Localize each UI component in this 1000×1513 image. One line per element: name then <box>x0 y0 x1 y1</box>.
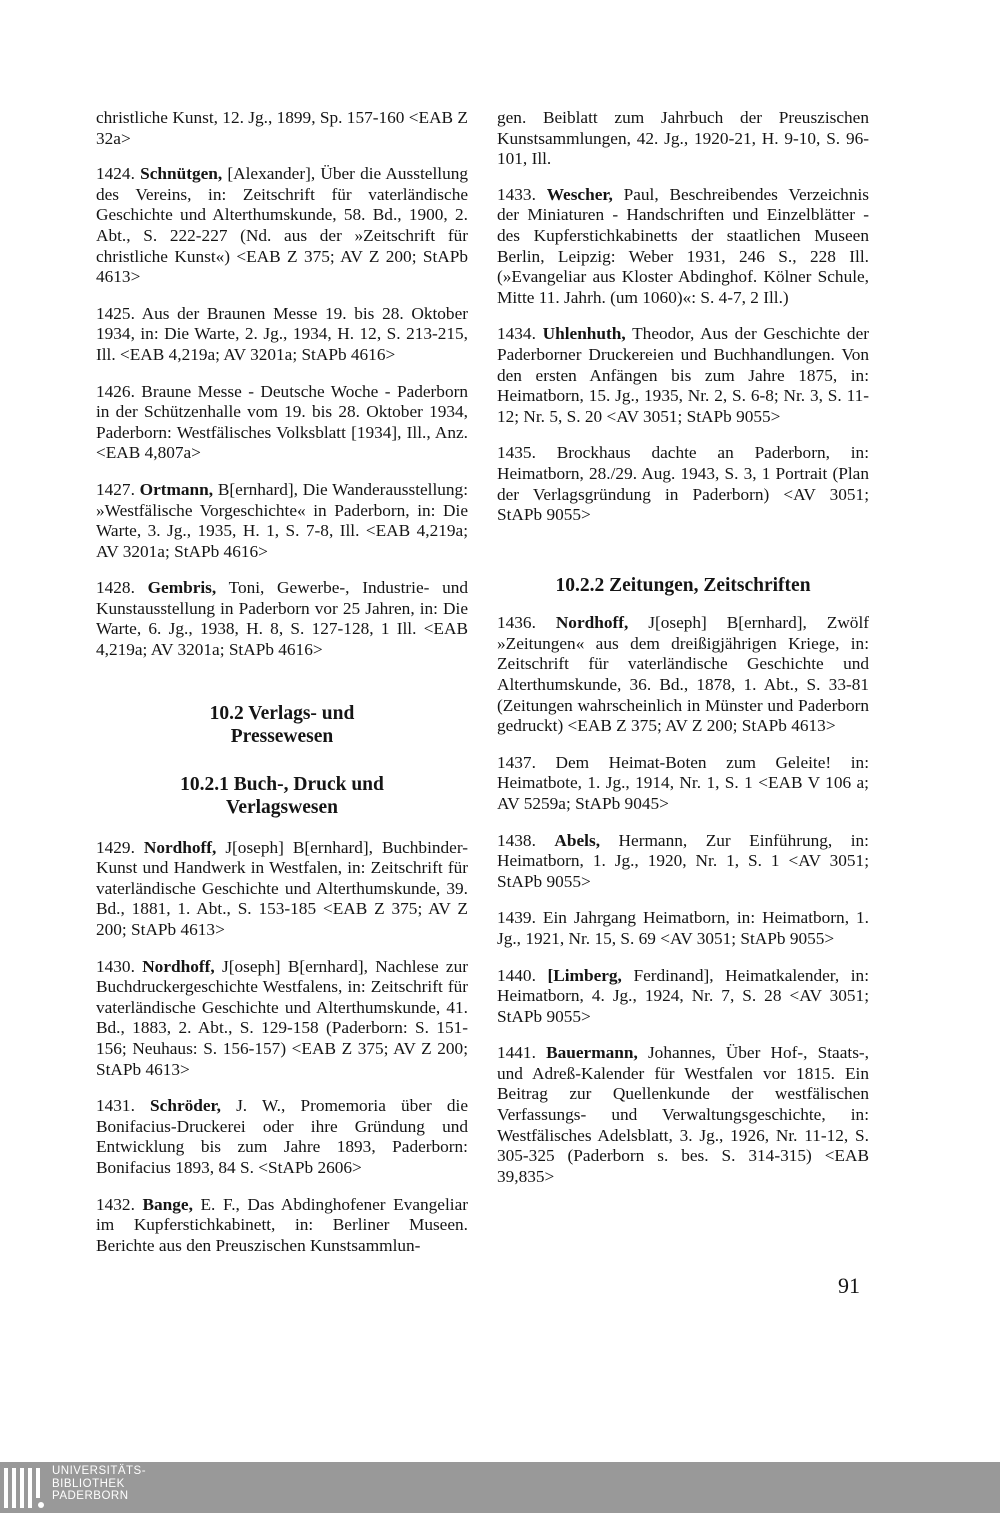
entry-author: Nordhoff, <box>143 837 217 857</box>
entry-number: 1429. <box>96 837 135 857</box>
entry-text: Hermann, Zur Einführung, in: Heimatborn, 1. Jg., 1920, Nr. 1, S. 1 <AV 3051; StAPb 9055> <box>497 830 869 891</box>
library-name <box>52 1465 146 1503</box>
entry-author: Gembris, <box>147 578 217 598</box>
entry-author: Nordhoff, <box>555 613 629 633</box>
entry-number: 1432. <box>96 1194 135 1214</box>
entry-continuation: christliche Kunst, 12. Jg., 1899, Sp. 157-160 <EAB Z 32a> <box>96 108 468 148</box>
entry-1439: 1439. Ein Jahrgang Heimatborn, in: Heimatborn, 1. Jg., 1921, Nr. 15, S. 69 <AV 3051; StAPb 9055> <box>497 908 869 948</box>
section-heading-10-2-2: 10.2.2 Zeitungen, Zeitschriften <box>555 574 811 596</box>
page-number: 91 <box>838 1273 860 1298</box>
entry-text: J[oseph] B[ernhard], Zwölf »Zeitungen« aus dem dreißigjährigen Kriege, in: Zeitschrift für vaterländische Geschichte und Alterthumskunde, 36. Bd., 1878, 1. Abt., S. 33-81 (Zeitungen wahrscheinlich in Münster und Paderborn gedruckt) <EAB Z 375; AV Z 200; StAPb 4613> <box>497 613 870 736</box>
entry-text: Toni, Gewerbe-, Industrie- und Kunstausstellung in Paderborn vor 25 Jahren, in: Die Warte, 6. Jg., 1938, H. 8, S. 127-128, 1 Ill. <EAB 4,219a; AV 3201a; StAPb 4616> <box>96 578 468 660</box>
entry-number: 1427. <box>96 479 135 499</box>
library-name-line: UNIVERSITÄTS- <box>52 1465 147 1477</box>
entry-author: Ortmann, <box>139 479 214 499</box>
entry-author: Bange, <box>142 1194 193 1214</box>
entry-author: Schröder, <box>150 1096 221 1116</box>
entry-1433 <box>497 185 869 309</box>
entry-1435: 1435. Brockhaus dachte an Paderborn, in: Heimatborn, 28./29. Aug. 1943, S. 3, 1 Portrait (Plan der Verlagsgründung in Paderborn) <AV 3051; StAPb 9055> <box>497 443 869 525</box>
entry-1424 <box>96 164 468 288</box>
entry-1434 <box>497 324 869 427</box>
section-heading-10-2-1 <box>96 773 468 820</box>
entry-1441 <box>497 1043 869 1187</box>
entry-text: J[oseph] B[ernhard], Nachlese zur Buchdruckergeschichte Westfalens, in: Zeitschrift für vaterländische Geschichte und Alterthumskunde, 41. Bd., 1883, 2. Abt., S. 129-158 (Paderborn: S. 151-156; Neuhaus: S. 156-157) <EAB Z 375; AV Z 200; StAPb 4613> <box>96 956 468 1079</box>
entry-bracket: [ <box>535 965 554 985</box>
entry-author: Bauermann, <box>546 1043 638 1063</box>
library-name-line: PADERBORN <box>52 1490 129 1502</box>
entry-text: J. W., Promemoria über die Bonifacius-Druckerei oder ihre Gründung und Entwicklung bis zum Jahre 1893, Paderborn: Bonifacius 1893, 84 S. <StAPb 2606> <box>96 1096 468 1177</box>
library-logo-icon <box>4 1468 44 1510</box>
entry-1426: 1426. Braune Messe - Deutsche Woche - Paderborn in der Schützenhalle vom 19. bis 28. Oktober 1934, Paderborn: Westfälisches Volksblatt [1934], Ill., Anz. <EAB 4,807a> <box>96 381 468 463</box>
entry-1436 <box>497 613 869 737</box>
entry-1431 <box>96 1096 468 1178</box>
entry-text: [Alexander], Über die Ausstellung des Vereins, in: Zeitschrift für vaterländische Geschichte und Alterthumskunde, 58. Bd., 1900, 2. Abt., S. 222-227 (Nd. aus der »Zeitschrift für christliche Kunst«) <EAB Z 375; AV Z 200; StAPb 4613> <box>96 164 468 287</box>
right-column <box>497 108 869 1203</box>
entry-number: 1434. <box>497 324 536 344</box>
library-footer-bar <box>0 1462 1000 1513</box>
entry-text: B[ernhard], Die Wanderausstellung: »Westfälische Vorgeschichte« in Paderborn, in: Die Warte, 3. Jg., 1935, H. 1, S. 7-8, Ill. <EAB 4,219a; AV 3201a; StAPb 4616> <box>96 479 468 561</box>
entry-number: 1431. <box>96 1096 135 1116</box>
section-heading-10-2 <box>96 702 468 749</box>
entry-1430 <box>96 957 468 1081</box>
entry-author: Wescher, <box>546 184 613 204</box>
entry-text: E. F., Das Abdinghofener Evangeliar im Kupferstichkabinett, in: Berliner Museen. Berichte aus den Preuszischen Kunstsammlun- <box>96 1194 468 1255</box>
entry-author: Uhlenhuth, <box>542 324 626 344</box>
entry-author: Schnütgen, <box>140 164 223 184</box>
heading-line: Verlagswesen <box>226 797 338 819</box>
heading-line: Pressewesen <box>230 726 334 748</box>
entry-number: 1430. <box>96 956 135 976</box>
entry-1437: 1437. Dem Heimat-Boten zum Geleite! in: Heimatbote, 1. Jg., 1914, Nr. 1, S. 1 <EAB V 106 a; AV 5259a; StAPb 9045> <box>497 752 869 813</box>
entry-number: 1428. <box>96 578 135 598</box>
entry-text: Johannes, Über Hof-, Staats-, und Adreß-Kalender für Westfalen vor 1815. Ein Beitrag zur Quellenkunde der westfälischen Verfassungs- und Verwaltungsgeschichte, in: Westfälisches Adelsblatt, 3. Jg., 1926, Nr. 11-12, S. 305-325 (Paderborn s. bes. S. 314-315) <EAB 39,835> <box>497 1043 869 1186</box>
entry-text: Theodor, Aus der Geschichte der Paderborner Druckereien und Buchhandlungen. Von den ersten Anfängen bis zum Jahre 1875, in: Heimatborn, 15. Jg., 1935, Nr. 2, S. 6-8; Nr. 3, S. 11-12; Nr. 5, S. 20 <AV 3051; StAPb 9055> <box>497 324 869 426</box>
entry-1425: 1425. Aus der Braunen Messe 19. bis 28. Oktober 1934, in: Die Warte, 2. Jg., 1934, H. 12, S. 213-215, Ill. <EAB 4,219a; AV 3201a; StAPb 4616> <box>96 303 468 364</box>
entry-continuation: gen. Beiblatt zum Jahrbuch der Preuszischen Kunstsammlungen, 42. Jg., 1920-21, H. 9-10, S. 96-101, Ill. <box>497 108 869 169</box>
entry-text: Ferdinand], Heimatkalender, in: Heimatborn, 4. Jg., 1924, Nr. 7, S. 28 <AV 3051; StAPb 9055> <box>497 965 869 1026</box>
entry-number: 1441. <box>497 1043 536 1063</box>
heading-line: 10.2 Verlags- und <box>209 702 355 724</box>
entry-1440 <box>497 966 869 1028</box>
entry-author: Limberg, <box>553 965 622 985</box>
entry-number: 1433. <box>497 184 536 204</box>
entry-1427 <box>96 480 468 562</box>
library-name-line: BIBLIOTHEK <box>52 1477 125 1490</box>
entry-number: 1424. <box>96 164 135 184</box>
entry-number: 1436. <box>497 613 536 633</box>
entry-1432 <box>96 1195 468 1257</box>
left-column <box>96 108 468 1272</box>
entry-1438 <box>497 831 869 893</box>
entry-number: 1440. <box>497 965 536 985</box>
entry-1429 <box>96 838 468 941</box>
entry-1428 <box>96 578 468 660</box>
entry-author: Nordhoff, <box>142 956 215 976</box>
heading-line: 10.2.1 Buch-, Druck und <box>180 773 384 795</box>
entry-text: J[oseph] B[ernhard], Buchbinder-Kunst und Handwerk in Westfalen, in: Zeitschrift für vaterländische Geschichte und Alterthumskunde, 39. Bd., 1881, 1. Abt., S. 153-185 <EAB Z 375; AV Z 200; StAPb 4613> <box>96 837 468 940</box>
entry-author: Abels, <box>554 830 601 850</box>
entry-text: Paul, Beschreibendes Verzeichnis der Miniaturen - Handschriften und Einzelblätter - des Kupferstichkabinetts der staatlichen Museen Berlin, Leipzig: Weber 1931, 246 S., 228 Ill. (»Evangeliar aus Kloster Abdinghof. Kölner Schule, Mitte 11. Jahrh. (um 1060)«: S. 4-7, 2 Ill.) <box>497 184 869 307</box>
entry-number: 1438. <box>497 830 536 850</box>
